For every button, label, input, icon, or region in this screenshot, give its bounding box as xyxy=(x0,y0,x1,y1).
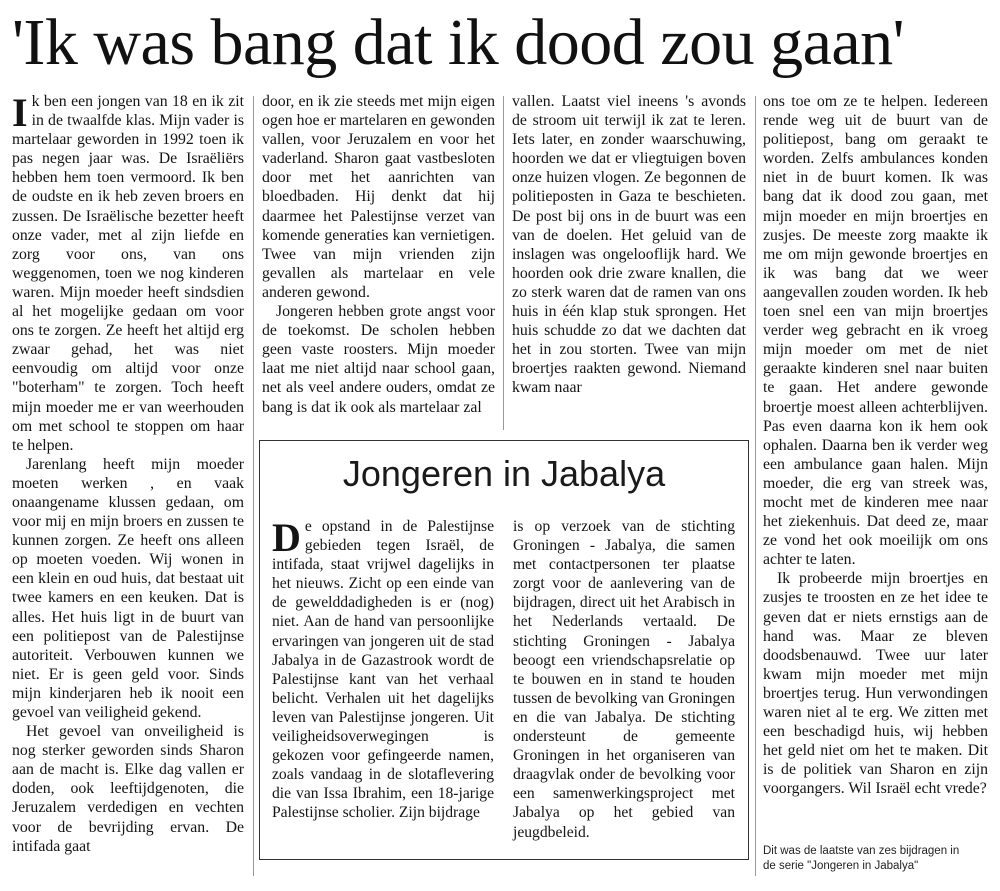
headline: 'Ik was bang dat ik dood zou gaan' xyxy=(12,6,905,79)
paragraph: Ik probeerde mijn broertjes en zusjes te troosten en ze het idee te geven dat er niets ernstigs aan de hand was. Maar ze bleven doodsbenauwd. Twee uur later kwam mijn moeder met mijn broertjes terug. Hun verwondingen waren niet al te erg. We zitten met een beschadigd huis, wij hebben het geld niet om het te maken. Dit is de politiek van Sharon en zijn voorgangers. Wil Israël echt vrede? xyxy=(763,570,988,798)
paragraph: Jongeren hebben grote angst voor de toekomst. De scholen hebben geen vaste roosters. Mijn moeder laat me niet altijd naar school gaan, net als veel andere ouders, omdat ze bang is dat ik ook als martelaar zal xyxy=(262,303,495,416)
paragraph: Jarenlang heeft mijn moeder moeten werken , en vaak onaangename klussen gedaan, om voor mij en mijn broers en zussen te kunnen zorgen. Ze heeft ons alleen op moeten voeden. Wij wonen in een klein en oud huis, dat bestaat uit twee kamers en een keuken. Dat is alles. Het huis ligt in de buurt van een politiepost van de Palestijnse autoriteit. Verbouwen kunnen we niet. Er is geen geld voor. Sinds mijn kinderjaren heb ik nooit een gevoel van veiligheid gekend. xyxy=(12,455,244,721)
article-column-2 xyxy=(262,92,495,417)
column-rule xyxy=(755,96,756,876)
paragraph-text: k ben een jongen van 18 en ik zit in de twaalfde klas. Mijn vader is martelaar geworden in 1992 toen ik pas negen jaar was. De Israëliërs hebben hem toen vermoord. Ik ben de oudste en ik heb zeven broers en zussen. De Israëlische bezetter heeft onze vader, met al zijn liefde en zorg voor ons, van ons weggenomen, toen we nog kinderen waren. Mijn moeder heeft sindsdien al het mogelijke gedaan om voor ons te zorgen. Ze heeft het altijd erg zwaar gehad, het was niet eenvoudig om altijd voor onze "boterham" te zorgen. Toch heeft mijn moeder me er van weerhouden om met school te stoppen om haar te helpen. xyxy=(12,93,244,454)
column-rule xyxy=(253,96,254,876)
paragraph: vallen. Laatst viel ineens 's avonds de stroom uit terwijl ik zat te leren. Iets later, en zonder waarschuwing, hoorden we dat er vliegtuigen boven onze huizen vlogen. Ze begonnen de politieposten in Gaza te beschieten. De post bij ons in de buurt was een van de doelen. Het geluid van de inslagen was ongelooflijk hard. We hoorden ook drie zware knallen, die zo sterk waren dat de ramen van ons huis in één klap stuk sprongen. Het huis schudde zo dat we dachten dat het in zou storten. Twee van mijn broertjes raakten gewond. Niemand kwam naar xyxy=(512,93,746,397)
info-box xyxy=(259,440,749,860)
series-note xyxy=(763,844,990,874)
drop-cap: I xyxy=(12,90,28,135)
box-column-1 xyxy=(272,517,494,823)
paragraph: ons toe om ze te helpen. Iedereen rende weg uit de buurt van de politiepost, bang om geraakt te worden. Zelfs ambulances konden niet in de buurt komen. Ik was bang dat ik dood zou gaan, met mijn moeder en mijn broertjes en zusjes. De meeste zorg maakte ik me om mijn gewonde broertjes en ik was bang dat we weer aangevallen zouden worden. Ik heb toen snel een van mijn broertjes verder weg gebracht en ik vroeg mijn moeder om met de niet geraakte kinderen snel naar buiten te gaan. Het andere gewonde broertje moest alleen achterblijven. Pas even daarna kon ik hem ook ophalen. Daarna ben ik verder weg een ambulance gaan halen. Mijn moeder, die erg van streek was, mocht met de kinderen mee naar het ziekenhuis. Dat deed ze, maar ze vond het ook moeilijk om ons achter te laten. xyxy=(763,93,988,569)
article-column-3 xyxy=(512,92,746,398)
box-title: Jongeren in Jabalya xyxy=(342,453,666,494)
paragraph xyxy=(12,92,244,455)
paragraph: door, en ik zie steeds met mijn eigen ogen hoe er martelaren en gewonden vallen, voor Jeruzalem en voor het vaderland. Sharon gaat vastbesloten door met het aanrichten van bloedbaden. Hij denkt dat hij daarmee het Palestijnse verzet van komende generaties kan vernietigen. Twee van mijn vrienden zijn gevallen als martelaar en vele anderen gewond. xyxy=(262,93,495,301)
article-column-4 xyxy=(763,92,988,798)
article-column-1 xyxy=(12,92,244,856)
column-rule xyxy=(503,96,504,430)
series-note-line: Dit was de laatste van zes bijdragen in xyxy=(763,845,960,857)
series-note-line: de serie "Jongeren in Jabalya" xyxy=(763,860,919,872)
paragraph: Het gevoel van onveiligheid is nog sterker geworden sinds Sharon aan de macht is. Elke dag vallen er doden, ook leeftijdgenoten, die Jeruzalem verdedigen en vechten voor de bevrijding ervan. De intifada gaat xyxy=(12,723,244,855)
paragraph-text: e opstand in de Palestijnse gebieden tegen Israël, de intifada, staat vrijwel dagelijks in het nieuws. Zicht op een einde van de gewelddadigheden is er (nog) niet. Aan de hand van persoonlijke ervaringen van jongeren uit de stad Jabalya in de Gazastrook wordt de Palestijnse kant van het verhaal belicht. Verhalen uit het dagelijks leven van Palestijnse jongeren. Uit veiligheidsoverwegingen is gekozen voor gefingeerde namen, zoals vandaag in de slotaflevering die van Issa Ibrahim, een 18-jarige Palestijnse scholier. Zijn bijdrage xyxy=(272,518,494,822)
drop-cap: D xyxy=(272,515,301,560)
paragraph: is op verzoek van de stichting Groningen - Jabalya, die samen met contactpersonen ter plaatse zorgt voor de aanlevering van de bijdragen, direct uit het Arabisch in het Nederlands vertaald. De stichting Groningen - Jabalya beoogt een vriendschapsrelatie op te bouwen en in stand te houden tussen de bevolking van Groningen en die van Jabalya. De stichting ondersteunt de gemeente Groningen in het organiseren van draagvlak onder de bevolking voor een samenwerkingsproject met Jabalya op het gebied van jeugdbeleid. xyxy=(513,518,735,841)
box-column-2 xyxy=(513,517,735,842)
paragraph xyxy=(272,517,494,823)
